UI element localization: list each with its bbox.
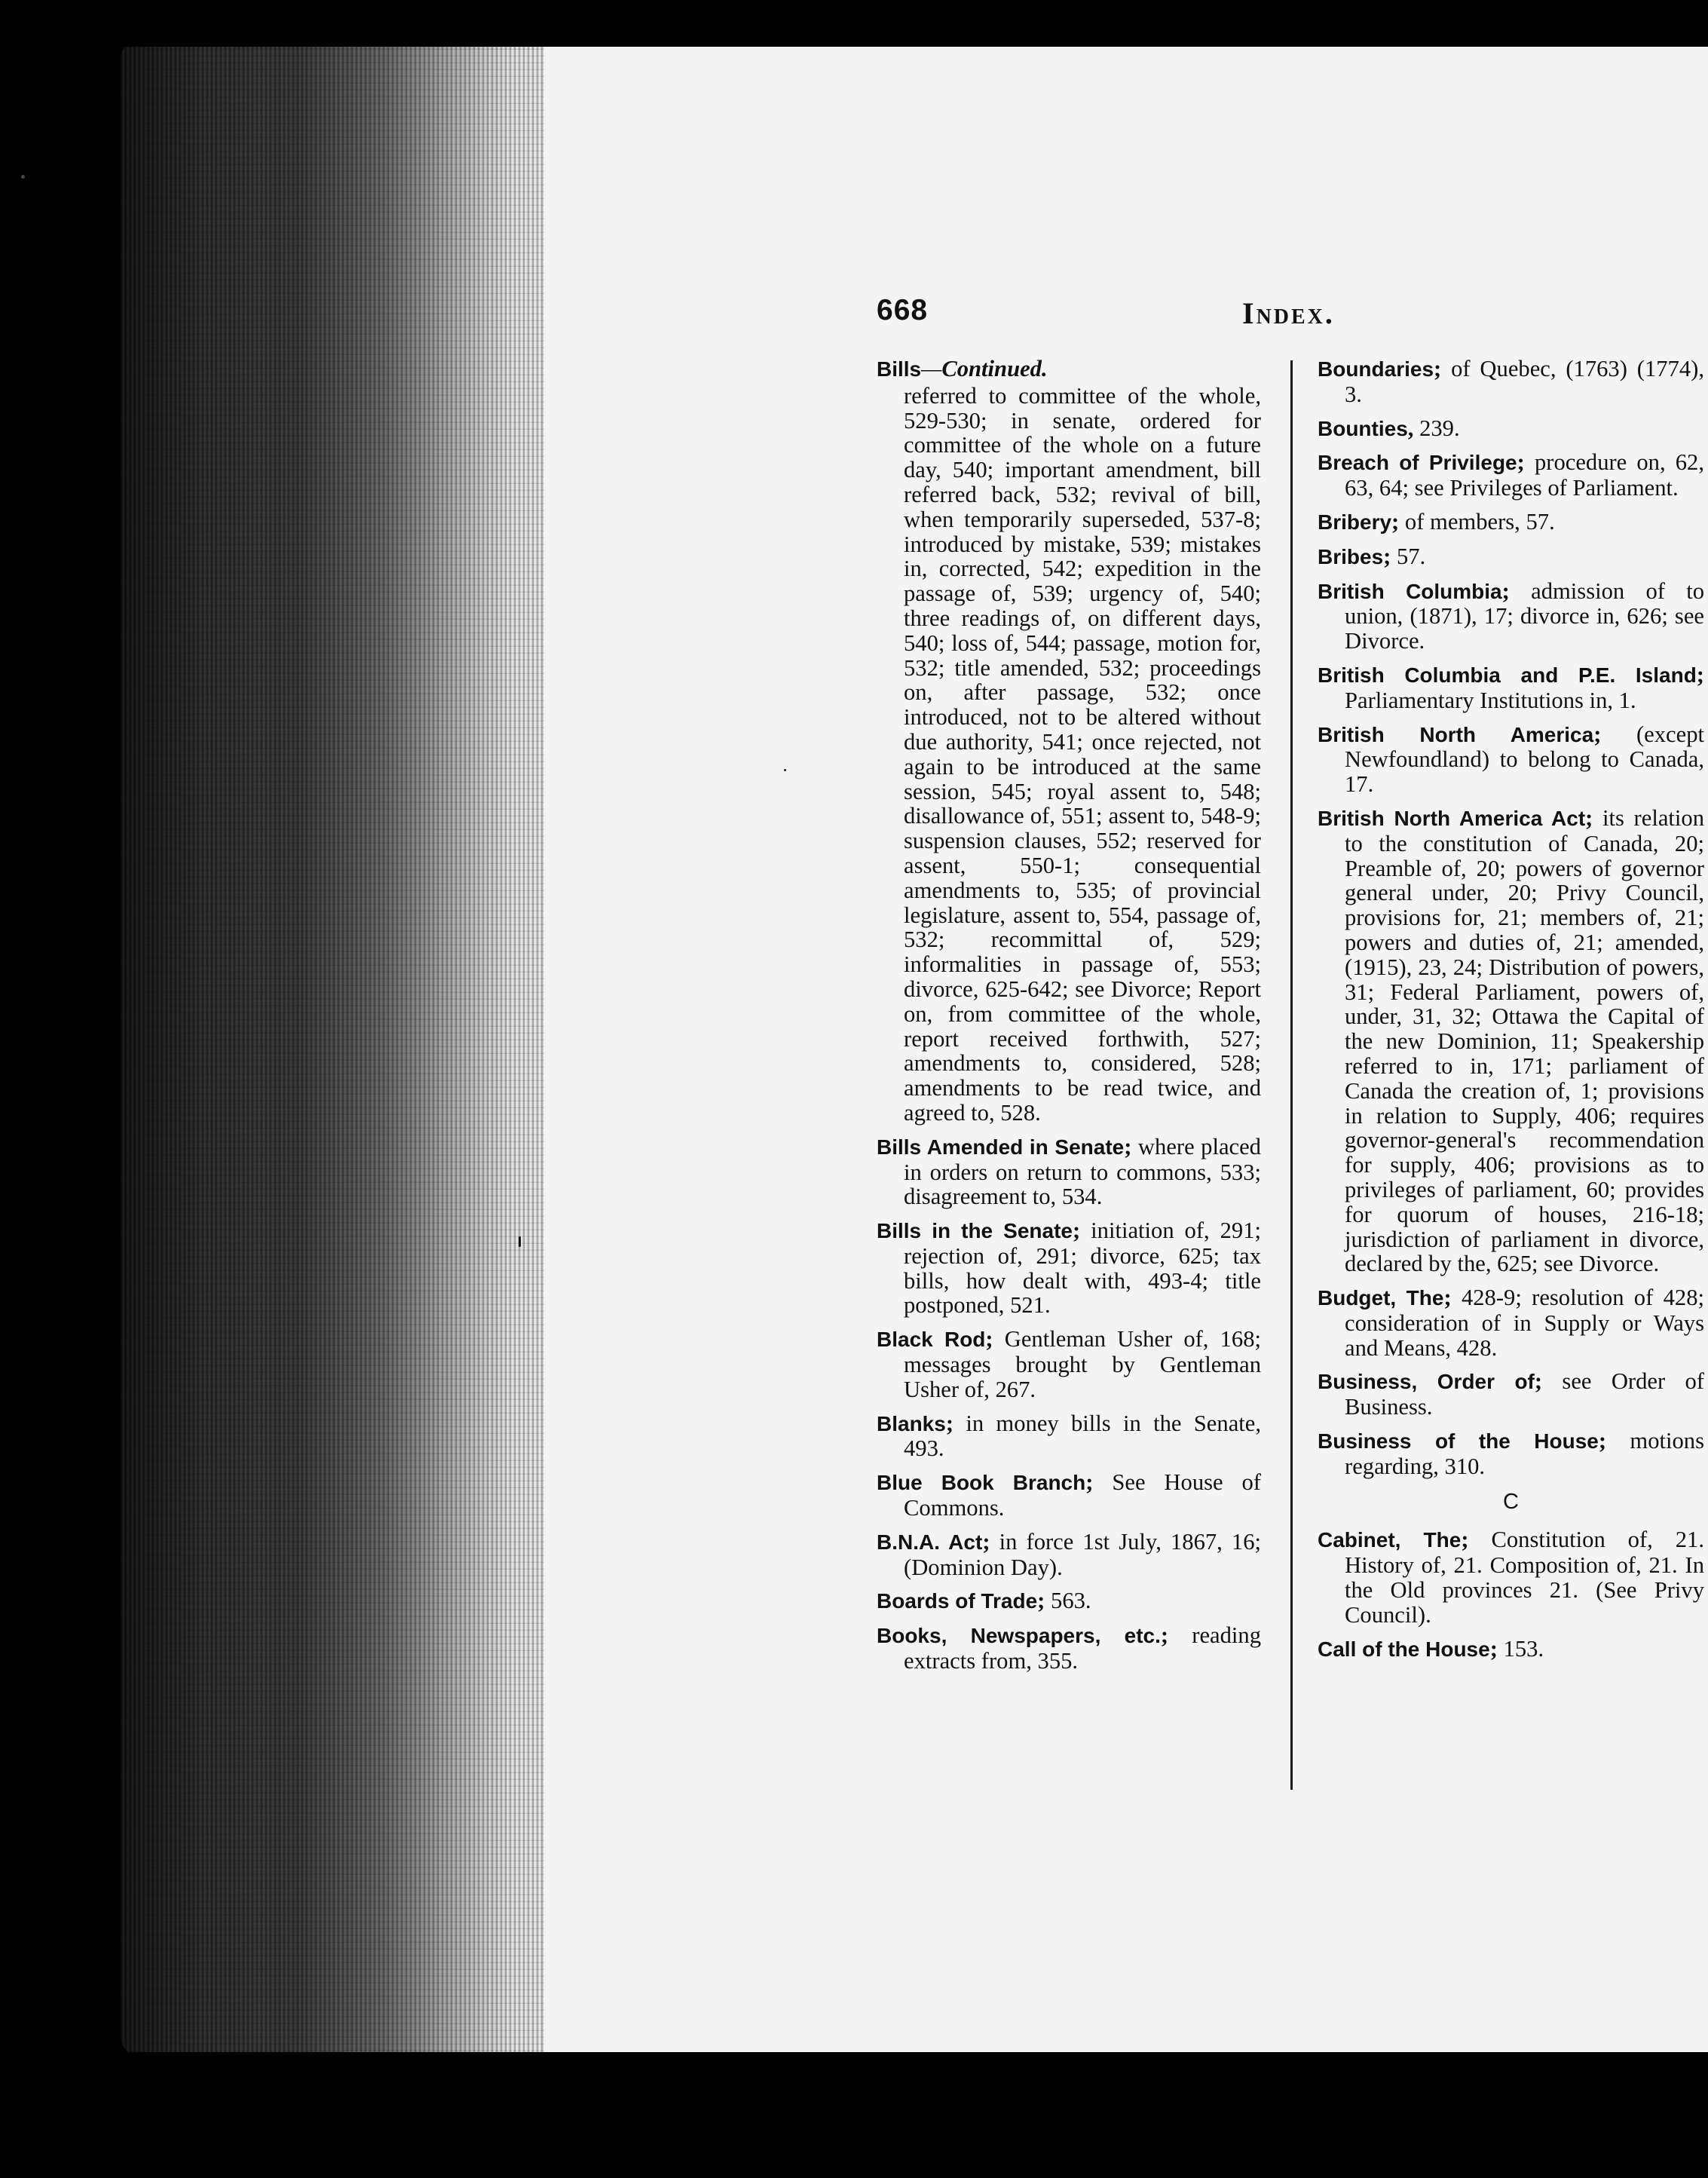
- index-references: its relation to the constitution of Canada, 20; Preamble of, 20; powers of governor general under, 20; Privy Council, provisions for, 21; members of, 21; powers and duties of, 21; amended, (1915), 23, 24; Distribution of powers, 31; Federal Parliament, powers of, under, 31, 32; Ottawa the Capital of the new Dominion, 11; Speakership referred to in, 171; parliament of Canada the creation of, 1; provisions in relation to Supply, 406; requires governor-general's recommendation for supply, 406; provisions as to privileges of parliament, 60; provides for quorum of houses, 216-18; jurisdiction of parliament in divorce, declared by the, 625; see Divorce.: [1345, 804, 1704, 1277]
- index-separator: ;: [1160, 1622, 1169, 1649]
- index-references: in force 1st July, 1867, 16; (Dominion Day).: [904, 1528, 1262, 1580]
- index-term: British Columbia: [1318, 579, 1502, 603]
- index-references: initiation of, 291; rejection of, 291; divorce, 625; tax bills, how dealt with, 493-4; title postponed, 521.: [904, 1218, 1261, 1319]
- continued-dash: —: [921, 356, 942, 381]
- index-entry: [1318, 663, 1704, 713]
- index-column-right: [1318, 357, 1704, 1671]
- index-term: Business of the House: [1318, 1429, 1599, 1454]
- scan-speck: [784, 769, 786, 771]
- index-references: Parliamentary Institutions in, 1.: [1345, 687, 1636, 713]
- index-separator: ;: [1501, 577, 1510, 604]
- index-references: 563.: [1045, 1588, 1091, 1614]
- index-references: See House of Commons.: [904, 1469, 1262, 1521]
- index-references: Constitution of, 21. History of, 21. Composition of, 21. In the Old provinces 21. (See Privy Council).: [1345, 1527, 1704, 1628]
- index-separator: ,: [1407, 415, 1414, 441]
- index-references: (except Newfoundland) to belong to Canada, 17.: [1345, 721, 1704, 798]
- index-separator: ;: [1517, 449, 1525, 476]
- index-entry: [877, 1623, 1261, 1674]
- index-entry: [1318, 357, 1704, 407]
- continued-label: Continued.: [941, 356, 1048, 381]
- index-term: Black Rod: [877, 1328, 986, 1352]
- scan-speck: [21, 175, 25, 179]
- scan-bottom-border: [0, 2052, 1708, 2178]
- index-term: British North America Act: [1318, 806, 1586, 830]
- index-references: 428-9; resolution of 428; consideration of in Supply or Ways and Means, 428.: [1345, 1285, 1704, 1361]
- index-separator: ;: [1461, 1527, 1469, 1553]
- index-entry: [1318, 1369, 1704, 1420]
- index-term: Bounties: [1318, 416, 1408, 440]
- index-term: Books, Newspapers, etc.: [877, 1624, 1161, 1648]
- index-term: Business, Order of: [1318, 1370, 1535, 1394]
- index-separator: ;: [1489, 1635, 1498, 1662]
- index-entry: [1318, 510, 1704, 535]
- scan-speck: [519, 1236, 521, 1247]
- index-separator: ;: [1598, 1428, 1607, 1454]
- index-references: 153.: [1497, 1635, 1544, 1662]
- index-term: Boards of Trade: [877, 1589, 1038, 1613]
- index-references: of Quebec, (1763) (1774), 3.: [1345, 356, 1704, 407]
- index-entry: [877, 1135, 1261, 1209]
- page-number: 668: [877, 294, 929, 326]
- index-term: British Columbia and P.E. Island: [1318, 663, 1697, 687]
- index-separator: ;: [1383, 543, 1391, 569]
- index-column-left: [877, 357, 1261, 1683]
- index-term: Bills in the Senate: [877, 1219, 1073, 1243]
- index-entry: [877, 1588, 1261, 1614]
- index-separator: ;: [1085, 1469, 1094, 1496]
- index-references: 239.: [1413, 415, 1460, 441]
- scan-background: [0, 0, 132, 2178]
- index-term: British North America: [1318, 722, 1594, 746]
- index-references: admission of to union, (1871), 17; divorce in, 626; see Divorce.: [1345, 577, 1705, 654]
- column-divider: [1290, 360, 1293, 1790]
- index-separator: ;: [1593, 721, 1602, 747]
- index-entry: [1318, 416, 1704, 442]
- index-term: Bribery: [1318, 510, 1392, 534]
- index-entry: [1318, 579, 1704, 654]
- index-separator: ;: [1391, 508, 1400, 535]
- index-entry: [1318, 1637, 1704, 1662]
- index-separator: ;: [1037, 1588, 1045, 1614]
- index-entry: [877, 1530, 1261, 1580]
- index-separator: ;: [1696, 661, 1704, 688]
- index-references: 57.: [1391, 543, 1426, 569]
- index-term: Bills Amended in Senate: [877, 1135, 1125, 1159]
- index-term: Bribes: [1318, 544, 1384, 568]
- index-entry: [877, 1218, 1261, 1318]
- index-separator: ;: [945, 1410, 954, 1436]
- page-edge-texture: [121, 42, 546, 2058]
- index-separator: ;: [1434, 356, 1442, 381]
- index-references: reading extracts from, 355.: [904, 1622, 1261, 1674]
- index-term: Budget, The: [1318, 1286, 1444, 1310]
- index-separator: ;: [1443, 1285, 1452, 1311]
- index-references: motions regarding, 310.: [1345, 1428, 1704, 1479]
- index-term: Bills: [877, 357, 922, 381]
- index-references: Gentleman Usher of, 168; messages brought by Gentleman Usher of, 267.: [904, 1326, 1261, 1402]
- index-entry: [877, 1470, 1261, 1521]
- index-entry: [1318, 1527, 1704, 1627]
- index-term: Blue Book Branch: [877, 1471, 1086, 1495]
- section-letter: C: [1503, 1489, 1519, 1514]
- index-references: in money bills in the Senate, 493.: [904, 1410, 1261, 1462]
- index-entry: [877, 1327, 1261, 1401]
- index-entry: [877, 1411, 1261, 1462]
- index-entry: [1318, 1429, 1704, 1479]
- scan-top-border: [0, 0, 1708, 47]
- index-entry: [1318, 450, 1704, 501]
- index-references: see Order of Business.: [1345, 1368, 1704, 1420]
- index-references: of members, 57.: [1399, 508, 1555, 535]
- index-entry: [1318, 544, 1704, 570]
- index-term: B.N.A. Act: [877, 1530, 983, 1554]
- index-separator: ;: [1534, 1368, 1543, 1395]
- index-separator: ;: [982, 1528, 990, 1555]
- index-separator: ;: [1585, 804, 1593, 831]
- continued-heading: [877, 357, 1261, 382]
- running-head: Index.: [1242, 296, 1335, 330]
- index-references: procedure on, 62, 63, 64; see Privileges of Parliament.: [1345, 449, 1705, 501]
- index-separator: ;: [1073, 1218, 1081, 1244]
- continued-text: referred to committee of the whole, 529-530; in senate, ordered for committee of the whole on a future day, 540; important amendment, bill referred back, 532; revival of bill, when temporarily superseded, 537-8; introduced by mistake, 539; mistakes in, corrected, 542; expedition in the passage of, 539; urgency of, 540; three readings of, on different days, 540; loss of, 544; passage, motion for, 532; title amended, 532; proceedings on, after passage, 532; once introduced, not to be altered without due authority, 541; once rejected, not again to be introduced at the same session, 545; royal assent to, 548; disallowance of, 551; assent to, 548-9; suspension clauses, 552; reserved for assent, 550-1; consequential amendments to, 535; of provincial legislature, assent to, 554, passage of, 532; recommittal of, 529; informalities in passage of, 553; divorce, 625-642; see Divorce; Report on, from committee of the whole, report received forthwith, 527; amendments to, considered, 528; amendments to be read twice, and agreed to, 528.: [904, 382, 1261, 1126]
- index-term: Breach of Privilege: [1318, 451, 1517, 475]
- index-entry: [1318, 1285, 1704, 1360]
- index-separator: ;: [1124, 1133, 1132, 1159]
- index-term: Cabinet, The: [1318, 1528, 1462, 1552]
- index-term: Call of the House: [1318, 1637, 1490, 1661]
- index-term: Blanks: [877, 1411, 946, 1435]
- index-separator: ;: [985, 1326, 993, 1352]
- index-entry: [1318, 722, 1704, 797]
- index-references: where placed in orders on return to commons, 533; disagreement to, 534.: [904, 1133, 1261, 1210]
- index-entry: [1318, 806, 1704, 1276]
- index-term: Boundaries: [1318, 357, 1434, 381]
